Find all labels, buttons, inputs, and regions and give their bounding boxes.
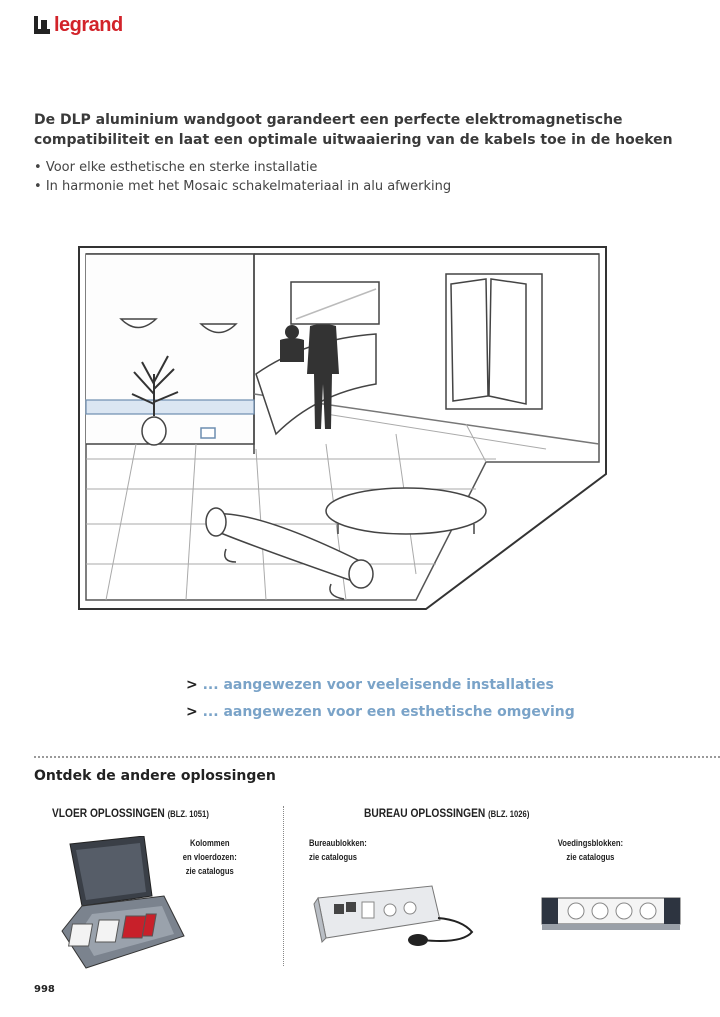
suitability-text: ... aangewezen voor veeleisende installaties [202,677,554,693]
headline: De DLP aluminium wandgoot garandeert een perfecte elektromagnetische compatibiliteit en laat een optimale uitwaaiering van de kabels toe in de hoeken [34,112,673,148]
room-illustration [76,244,608,614]
feature-item: • In harmonie met het Mosaic schakelmateriaal in alu afwerking [34,177,451,196]
power-block-image [540,892,685,934]
desk-solutions-ref: (BLZ. 1026) [488,809,530,819]
suitability-line [186,677,554,693]
desk-block-image [312,880,482,952]
section-divider [34,756,720,758]
legrand-logo-icon [34,16,50,34]
brand-logo [34,12,123,38]
suitability-line [186,704,575,720]
arrow-marker: > [186,677,203,693]
discover-title: Ontdek de andere oplossingen [34,768,276,784]
floor-solutions-ref: (BLZ. 1051) [167,809,209,819]
floor-solutions-title [52,806,209,820]
desk-solutions-title [364,806,529,820]
floor-box-image [52,836,192,976]
column-divider [283,806,284,966]
desk-solutions-label: BUREAU OPLOSSINGEN [364,806,486,820]
page-number: 998 [34,984,55,995]
desk-block-caption: Bureaublokken: zie catalogus [309,838,367,862]
floor-solutions-label: VLOER OPLOSSINGEN [52,806,165,820]
floor-box-caption: Kolommen en vloerdozen: zie catalogus [182,838,237,876]
power-block-caption: Voedingsblokken: zie catalogus [557,838,624,862]
suitability-text: ... aangewezen voor een esthetische omgeving [202,704,575,720]
arrow-marker: > [186,704,203,720]
brand-name: legrand [54,13,123,36]
feature-item: • Voor elke esthetische en sterke installatie [34,158,451,177]
feature-list [34,158,451,196]
